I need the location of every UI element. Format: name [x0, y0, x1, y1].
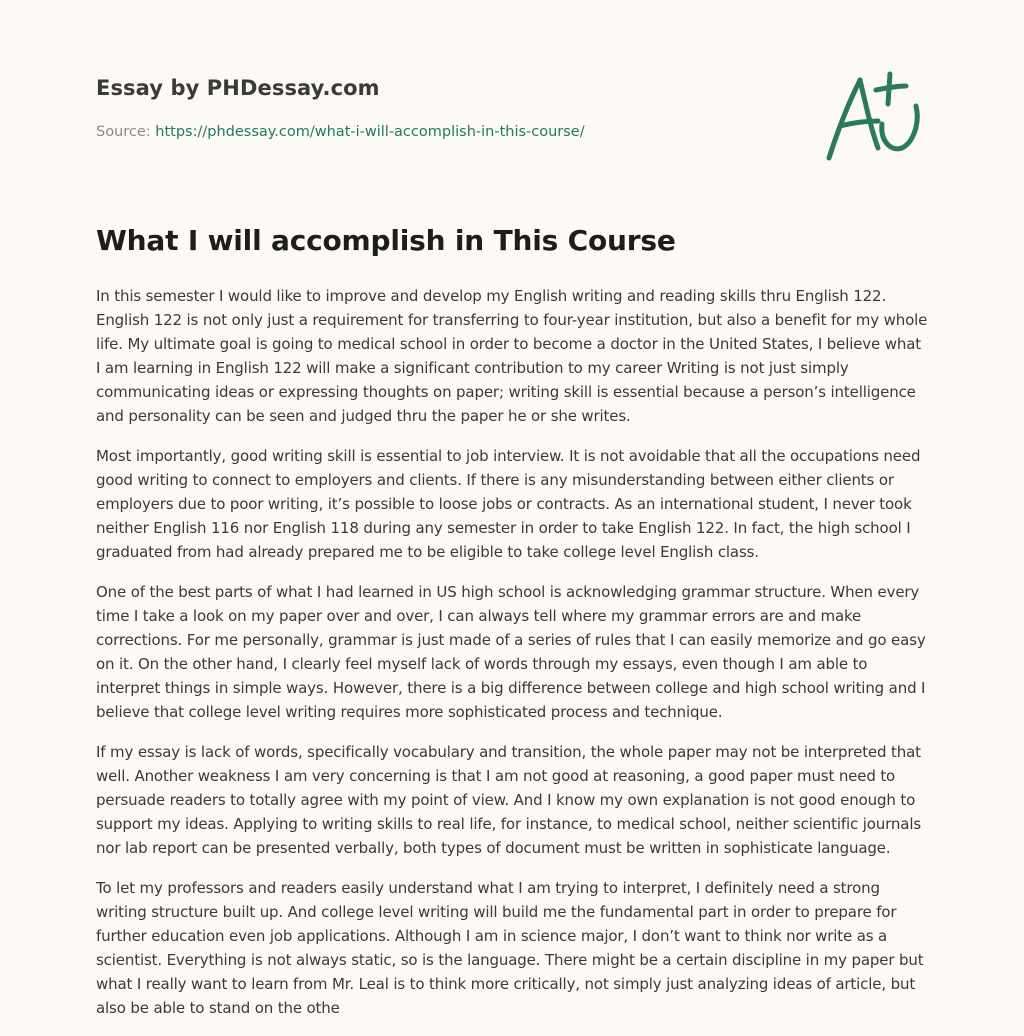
essay-paragraph: In this semester I would like to improve and develop my English writing and reading skills thru English 122. English 122 is not only just a requirement for transferring to four-year institution, but also a benefit for my whole life. My ultimate goal is going to medical school in order to become a doctor in the United States, I believe what I am learning in English 122 will make a significant contribution to my career Writing is not just simply communicating ideas or expressing thoughts on paper; writing skill is essential because a person’s intelligence and personality can be seen and judged thru the paper he or she writes.	[96, 287, 928, 425]
essay-paragraph: To let my professors and readers easily understand what I am trying to interpret, I definitely need a strong writing structure built up. And college level writing will build me the fundamental part in order to prepare for further education even job applications. Although I am in science major, I don’t want to think nor write as a scientist. Everything is not always static, so is the language. There might be a certain discipline in my paper but what I really want to learn from Mr. Leal is to think more critically, not simply just analyzing ideas of article, but also be able to stand on the othe	[96, 879, 924, 1017]
site-title: Essay by PHDessay.com	[96, 76, 380, 100]
essay-paragraph: One of the best parts of what I had learned in US high school is acknowledging grammar structure. When every time I take a look on my paper over and over, I can always tell where my grammar errors are and make corrections. For me personally, grammar is just made of a series of rules that I can easily memorize and go easy on it. On the other hand, I clearly feel myself lack of words through my essays, even though I am able to interpret things in simple ways. However, there is a big difference between college and high school writing and I believe that college level writing requires more sophisticated process and technique.	[96, 583, 926, 721]
source-label: Source:	[96, 124, 151, 140]
essay-paragraph: Most importantly, good writing skill is essential to job interview. It is not avoidable that all the occupations need good writing to connect to employers and clients. If there is any misunderstanding between either clients or employers due to poor writing, it’s possible to loose jobs or contracts. As an international student, I never took neither English 116 nor English 118 during any semester in order to take English 122. In fact, the high school I graduated from had already prepared me to be eligible to take college level English class.	[96, 447, 921, 561]
source-link[interactable]: https://phdessay.com/what-i-will-accomplish-in-this-course/	[155, 124, 585, 140]
essay-paragraph: If my essay is lack of words, specifically vocabulary and transition, the whole paper may not be interpreted that well. Another weakness I am very concerning is that I am not good at reasoning, a good paper must need to persuade readers to totally agree with my point of view. And I know my own explanation is not good enough to support my ideas. Applying to writing skills to real life, for instance, to medical school, neither scientific journals nor lab report can be presented verbally, both types of document must be written in sophisticate language.	[96, 743, 921, 857]
essay-body	[96, 284, 928, 1036]
essay-title: What I will accomplish in This Course	[96, 224, 676, 257]
source-line	[96, 124, 585, 140]
a-plus-logo-icon	[822, 66, 926, 166]
